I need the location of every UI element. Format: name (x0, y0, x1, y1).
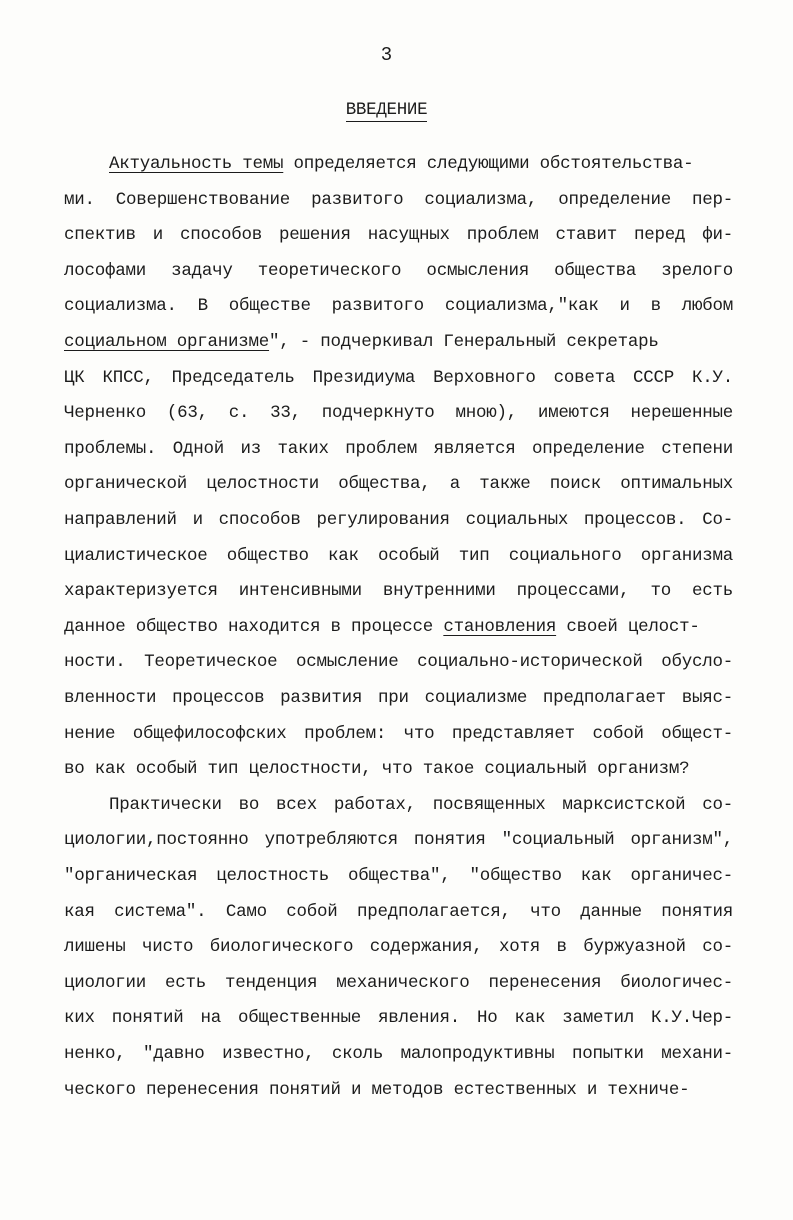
text-segment: ких понятий на общественные явления. Но как заметил К.У.Чер- (64, 1008, 733, 1029)
text-line (64, 1004, 733, 1032)
text-segment: циологии есть тенденция механического перенесения биологичес- (64, 972, 733, 993)
text-segment: ненко, "давно известно, сколь малопродуктивны попытки механи- (64, 1044, 733, 1064)
text-line (64, 577, 733, 605)
text-line (64, 506, 733, 534)
text-segment: ", - подчеркивал Генеральный секретарь (269, 332, 659, 352)
page-number: 3 (380, 44, 393, 66)
text-line (64, 898, 733, 926)
text-segment: данное общество находится в процессе (64, 616, 444, 637)
text-segment: во как особый тип целостности, что такое социальный организм? (64, 759, 690, 780)
text-segment: проблемы. Одной из таких проблем является определение степени (64, 438, 733, 459)
text-segment: ности. Теоретическое осмысление социально-исторической обусло- (64, 652, 733, 673)
text-segment: определяется следующими обстоятельства- (283, 154, 694, 174)
text-line (64, 257, 733, 285)
text-line (64, 648, 733, 676)
text-segment: лософами задачу теоретического осмысления общества зрелого (64, 260, 733, 281)
text-line (64, 470, 733, 498)
text-segment: спектив и способов решения насущных проблем ставит перед фи- (64, 225, 733, 246)
text-segment: социализма. В обществе развитого социализма,"как и в любом (64, 296, 733, 317)
text-segment: вленности процессов развития при социализме предполагает выяс- (64, 688, 733, 708)
text-line (64, 186, 733, 214)
text-segment: ческого перенесения понятий и методов естественных и техниче- (64, 1079, 690, 1100)
underlined-phrase: становления (443, 616, 557, 637)
text-line (64, 221, 733, 249)
text-line (64, 542, 733, 570)
text-segment: своей целост- (556, 616, 700, 637)
text-line (64, 862, 733, 890)
text-line (64, 435, 733, 463)
text-line (64, 328, 733, 356)
section-heading (0, 100, 773, 120)
text-line (64, 613, 733, 641)
text-line (64, 684, 733, 712)
section-heading-text: ВВЕДЕНИЕ (345, 100, 428, 120)
text-segment: Черненко (63, с. 33, подчеркнуто мною), имеются нерешенные (64, 403, 733, 424)
text-segment: лишены чисто биологического содержания, хотя в буржуазной со- (64, 937, 733, 958)
text-line (64, 826, 733, 854)
text-segment: ЦК КПСС, Председатель Президиума Верховного совета СССР К.У. (64, 367, 733, 388)
text-line (64, 1076, 733, 1104)
text-segment: циологии,постоянно употребляются понятия "социальный организм", (64, 830, 733, 851)
text-line (64, 755, 733, 783)
text-line (109, 791, 733, 819)
text-line (64, 292, 733, 320)
text-line (64, 1040, 733, 1068)
text-segment: характеризуется интенсивными внутренними процессами, то есть (64, 581, 733, 602)
text-segment: "органическая целостность общества", "общество как органичес- (64, 866, 733, 886)
text-segment: направлений и способов регулирования социальных процессов. Со- (64, 510, 733, 530)
text-line (64, 969, 733, 997)
text-line (64, 399, 733, 427)
text-segment: нение общефилософских проблем: что представляет собой общест- (64, 723, 733, 744)
underlined-phrase: Актуальность темы (109, 154, 284, 174)
text-segment: органической целостности общества, а также поиск оптимальных (64, 474, 733, 495)
text-line (64, 720, 733, 748)
text-line (64, 933, 733, 961)
text-segment: кая система". Само собой предполагается, что данные понятия (64, 901, 733, 922)
text-segment: циалистическое общество как особый тип социального организма (64, 545, 733, 566)
underlined-phrase: социальном организме (64, 332, 270, 352)
text-segment: ми. Совершенствование развитого социализма, определение пер- (64, 189, 733, 210)
text-line (64, 364, 733, 392)
text-line (109, 150, 733, 178)
text-segment: Практически во всех работах, посвященных марксистской со- (109, 794, 733, 815)
